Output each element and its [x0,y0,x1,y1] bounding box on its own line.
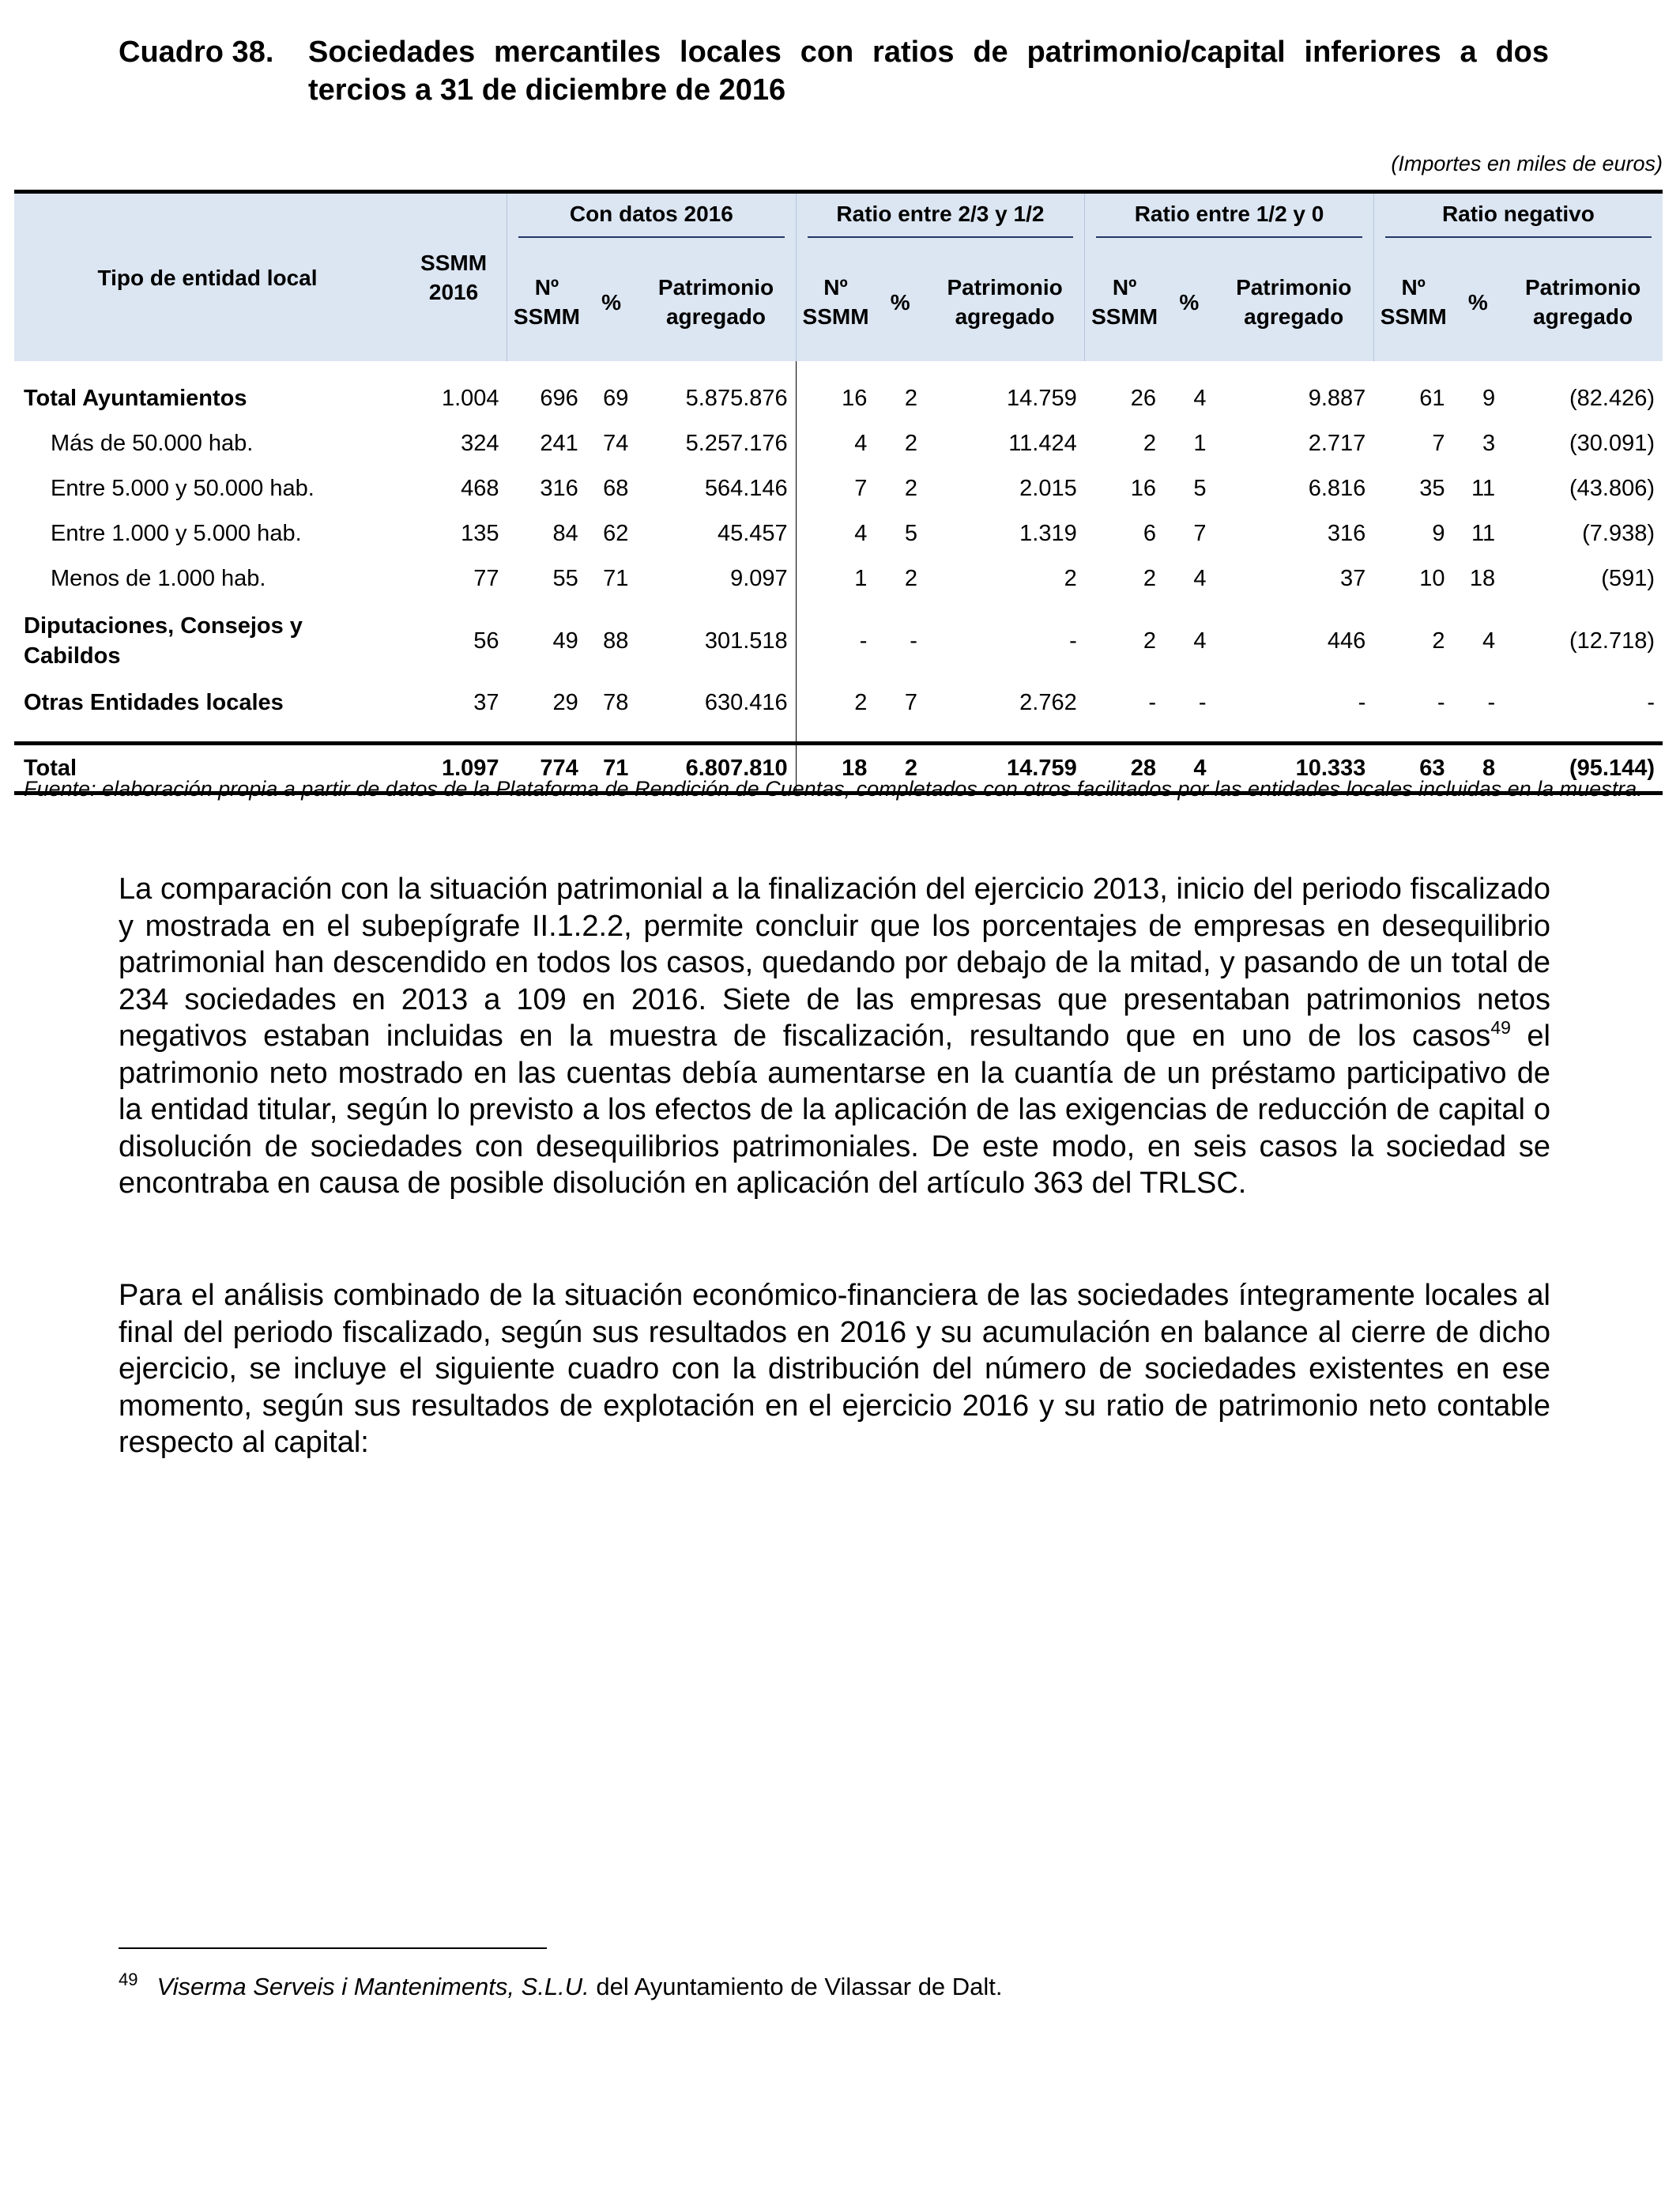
header-pct: % [1453,243,1504,361]
row-label: Más de 50.000 hab. [51,431,254,456]
data-table [14,190,1663,795]
caption-title: Sociedades mercantiles locales con ratios de patrimonio/capital inferiores a dos tercios a 31 de diciembre de 2016 [308,36,1549,107]
row-label: Entre 1.000 y 5.000 hab. [51,521,302,546]
cell: 8 [1453,744,1504,794]
cell: 9 [1482,385,1496,411]
cell: 7 [904,690,917,715]
cell: 2 [1143,431,1156,456]
footnote-number: 49 [119,1970,138,1989]
cell: - [859,628,868,654]
row-label: Total [14,744,401,794]
cell: 1.004 [441,385,499,411]
cell: 241 [540,431,578,456]
cell: 10.333 [1215,744,1374,794]
footnote-company: Viserma Serveis i Manteniments, S.L.U. [156,1973,590,2000]
cell: 61 [1419,385,1445,411]
cell: - [1148,690,1156,715]
cell: (95.144) [1503,744,1663,794]
cell: 4 [1193,385,1207,411]
header-pct: % [586,243,637,361]
cell: 135 [461,521,499,546]
cell: 5 [1193,476,1207,501]
cell: 11 [1471,476,1496,501]
cell: 7 [1193,521,1207,546]
cell: 4 [854,521,868,546]
cell: 2 [875,744,925,794]
footnote-text: del Ayuntamiento de Vilassar de Dalt. [589,1973,1003,2000]
cell: 9.887 [1308,385,1366,411]
cell: 7 [1432,431,1445,456]
cell: 5.875.876 [636,361,796,421]
cell: 4 [1193,628,1207,654]
footnote [119,1963,1003,2004]
cell: - [1358,690,1366,715]
cell: 301.518 [636,601,796,680]
header-group-con-datos: Con datos 2016 [507,192,797,243]
cell: 11 [1471,521,1496,546]
cell: 49 [552,628,578,654]
cell: - [910,628,917,654]
cell: 35 [1419,476,1445,501]
table-row [14,601,1663,680]
cell: 14.759 [1007,385,1077,411]
cell: 1.319 [1019,521,1077,546]
caption-number: Cuadro 38. [119,36,274,69]
cell: 62 [603,521,629,546]
cell: 6.807.810 [636,744,796,794]
row-label: Menos de 1.000 hab. [51,566,266,591]
cell: 696 [540,385,578,411]
cell: 316 [1327,521,1366,546]
cell: 14.759 [925,744,1085,794]
cell: 5 [904,521,917,546]
cell: 18 [1469,566,1496,591]
table-row [14,421,1663,466]
cell: 4 [1164,744,1215,794]
cell: - [1198,690,1207,715]
cell: 11.424 [1008,431,1077,456]
cell: 2 [1432,628,1445,654]
cell: 74 [603,431,629,456]
cell: 2 [1064,566,1077,591]
cell: 78 [603,690,629,715]
cell: (12.718) [1569,628,1655,654]
header-group-ratio-12-0: Ratio entre 1/2 y 0 [1085,192,1374,243]
cell: 316 [540,476,578,501]
header-n-ssmm: Nº SSMM [1085,243,1164,361]
header-n-ssmm: Nº SSMM [1373,243,1452,361]
cell: 324 [461,431,499,456]
table-row [14,511,1663,556]
cell: 68 [603,476,629,501]
cell: 2 [904,385,917,411]
header-group-ratio-negativo: Ratio negativo [1373,192,1663,243]
cell: 18 [796,744,875,794]
cell: 774 [507,744,586,794]
units-note: (Importes en miles de euros) [1391,152,1663,175]
spacer-row [14,726,1663,744]
cell: 37 [473,690,499,715]
cell: 2 [1143,628,1156,654]
footnote-reference[interactable]: 49 [1490,1017,1511,1038]
table-row [14,556,1663,601]
cell: 16 [1130,476,1156,501]
cell: 2 [904,566,917,591]
cell: 2 [854,690,868,715]
cell: 55 [552,566,578,591]
cell: 56 [473,628,499,654]
cell: 45.457 [636,511,796,556]
cell: 2 [1143,566,1156,591]
row-label: Total Ayuntamientos [24,385,247,411]
cell: 1 [1193,431,1207,456]
cell: 6 [1143,521,1156,546]
cell: 88 [603,628,629,654]
cell: - [1487,690,1496,715]
header-n-ssmm: Nº SSMM [796,243,875,361]
cell: 4 [1193,566,1207,591]
cell: (591) [1601,566,1655,591]
cell: 3 [1482,431,1496,456]
row-label: Otras Entidades locales [24,690,284,715]
cell: 10 [1419,566,1445,591]
footnote-divider [119,1947,547,1949]
cell: 37 [1340,566,1366,591]
header-pct: % [875,243,925,361]
cell: 28 [1085,744,1164,794]
cell: 7 [854,476,868,501]
cell: 29 [552,690,578,715]
cell: 2.717 [1308,431,1366,456]
cell: 77 [473,566,499,591]
cell: 63 [1373,744,1452,794]
cell: 630.416 [636,680,796,726]
cell: - [1069,628,1077,654]
cell: 71 [586,744,637,794]
header-patrimonio: Patrimonio agregado [1215,243,1374,361]
cell: 4 [854,431,868,456]
cell: 564.146 [636,466,796,511]
header-tipo: Tipo de entidad local [14,192,401,362]
header-patrimonio: Patrimonio agregado [1503,243,1663,361]
cell: (43.806) [1569,476,1655,501]
cell: - [1437,690,1445,715]
cell: 2.015 [1019,476,1077,501]
header-ssmm-2016: SSMM 2016 [401,192,507,362]
header-n-ssmm: Nº SSMM [507,243,586,361]
table-row [14,361,1663,421]
cell: 2.762 [1019,690,1077,715]
table-source-note: Fuente: elaboración propia a partir de datos de la Plataforma de Rendición de Cuentas, completados con otros facilitados por las entidades locales incluidas en la muestra. [24,777,1643,801]
cell: 446 [1327,628,1366,654]
cell: (7.938) [1582,521,1655,546]
cell: 26 [1130,385,1156,411]
cell: 71 [603,566,629,591]
cell: 6.816 [1308,476,1366,501]
body-paragraph-1: La comparación con la situación patrimonial a la finalización del ejercicio 2013, inicio del periodo fiscalizado y mostrada en el subepígrafe II.1.2.2, permite concluir que los porcentajes de empresas en desequilibrio patrimonial han descendido en todos los casos, quedando por debajo de la mitad, y pasando de un total de 234 sociedades en 2013 a 109 en 2016. Siete de las empresas que presentaban patrimonios netos negativos estaban incluidas en la muestra de fiscalización, resultando que en uno de los casos$^{49}$ el patrimonio neto mostrado en las cuentas debía aumentarse en la cuantía de un préstamo participativo de la entidad titular, según lo previsto a los efectos de la aplicación de las exigencias de reducción de capital o disolución de sociedades con desequilibrios patrimoniales. De este modo, en seis casos la sociedad se encontraba en causa de posible disolución en aplicación del artículo 363 del TRLSC. [119,873,1550,1200]
cell: 9.097 [636,556,796,601]
cell: 468 [461,476,499,501]
cell: 2 [904,476,917,501]
header-patrimonio: Patrimonio agregado [636,243,796,361]
cell: 69 [603,385,629,411]
row-label: Diputaciones, Consejos y Cabildos [24,613,303,669]
cell: (30.091) [1569,431,1655,456]
cell: 1.097 [401,744,507,794]
header-group-ratio-23-12: Ratio entre 2/3 y 1/2 [796,192,1085,243]
cell: - [1647,690,1655,715]
cell: (82.426) [1569,385,1655,411]
cell: 16 [842,385,868,411]
header-patrimonio: Patrimonio agregado [925,243,1085,361]
row-label: Entre 5.000 y 50.000 hab. [51,476,315,501]
cell: 9 [1432,521,1445,546]
cell: 4 [1482,628,1496,654]
cell: 5.257.176 [636,421,796,466]
header-pct: % [1164,243,1215,361]
table-row [14,680,1663,726]
cell: 84 [552,521,578,546]
cell: 1 [854,566,868,591]
table-row [14,466,1663,511]
body-paragraph-2: Para el análisis combinado de la situación económico-financiera de las sociedades íntegramente locales al final del periodo fiscalizado, según sus resultados en 2016 y su acumulación en balance al cierre de dicho ejercicio, se incluye el siguiente cuadro con la distribución del número de sociedades existentes en ese momento, según sus resultados de explotación en el ejercicio 2016 y su ratio de patrimonio neto contable respecto al capital: [119,1279,1550,1459]
cell: 2 [904,431,917,456]
